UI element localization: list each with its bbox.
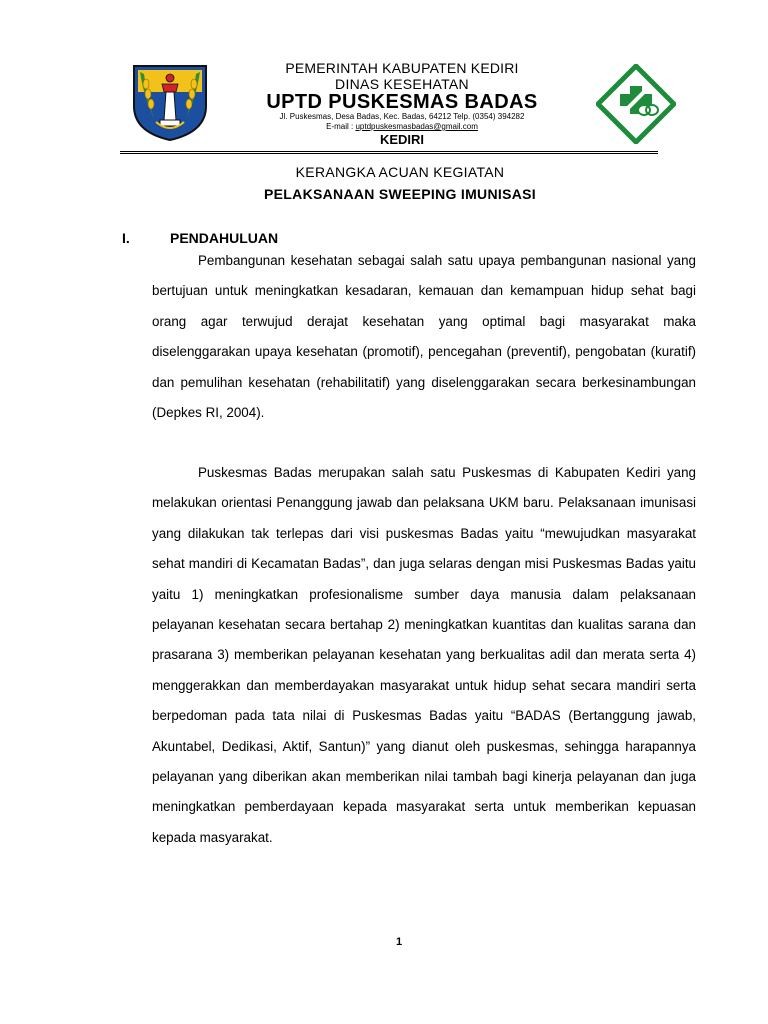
letterhead-institution-name: UPTD PUSKESMAS BADAS	[266, 91, 538, 113]
body-paragraph: Puskesmas Badas merupakan salah satu Puskesmas di Kabupaten Kediri yang melakukan orientasi Penanggung jawab dan pelaksana UKM baru. Pelaksanaan imunisasi yang dilakukan tak terlepas dari visi puskesmas Badas yaitu “mewujudkan masyarakat sehat mandiri di Kecamatan Badas”, dan juga selaras dengan misi Puskesmas Badas yaitu yaitu 1) meningkatkan profesionalisme sumber daya manusia dalam pelaksanaan pelayanan kesehatan secara bertahap 2) meningkatkan kuantitas dan kualitas sarana dan prasarana 3) memberikan pelayanan kesehatan yang berkualitas adil dan merata serta 4) menggerakkan dan memberdayakan masyarakat untuk hidup sehat secara mandiri serta berpedoman pada tata nilai di Puskesmas Badas yaitu “BADAS (Bertanggung jawab, Akuntabel, Dedikasi, Aktif, Santun)” yang dianut oleh puskesmas, sehingga harapannya pelayanan yang diberikan akan memberikan nilai tambah bagi kinerja pelayanan dan juga meningkatkan pemberdayaan kepada masyarakat serta untuk memberikan kepuasan kepada masyarakat.	[152, 465, 696, 845]
letterhead-government-line: PEMERINTAH KABUPATEN KEDIRI	[285, 60, 519, 76]
letterhead-divider-thin	[120, 153, 658, 154]
letterhead-email-line	[220, 122, 584, 131]
email-label: E-mail :	[326, 122, 356, 131]
letterhead-address: Jl. Puskesmas, Desa Badas, Kec. Badas, 64212 Telp. (0354) 394282	[279, 112, 525, 121]
puskesmas-logo-icon	[596, 64, 676, 144]
letterhead-department-line: DINAS KESEHATAN	[335, 76, 469, 92]
section-heading: PENDAHULUAN	[170, 230, 279, 246]
document-subtitle: PELAKSANAAN SWEEPING IMUNISASI	[264, 186, 536, 202]
document-title: KERANGKA ACUAN KEGIATAN	[295, 164, 505, 180]
email-link[interactable]: uptdpuskesmasbadas@gmail.com	[355, 122, 478, 131]
letterhead-city: KEDIRI	[379, 132, 425, 147]
body-paragraph: Pembangunan kesehatan sebagai salah satu upaya pembangunan nasional yang bertujuan untuk meningkatkan kesadaran, kemauan dan kemampuan hidup sehat bagi orang agar terwujud derajat kesehatan yang optimal bagi masyarakat maka diselenggarakan upaya kesehatan (promotif), pencegahan (preventif), pengobatan (kuratif) dan pemulihan kesehatan (rehabilitatif) yang diselenggarakan secara berkesinambungan (Depkes RI, 2004).	[152, 253, 696, 421]
page-number: 1	[395, 936, 403, 948]
letterhead-divider	[120, 151, 658, 152]
section-number: I.	[122, 230, 130, 246]
kabupaten-kediri-emblem-icon	[130, 62, 210, 142]
